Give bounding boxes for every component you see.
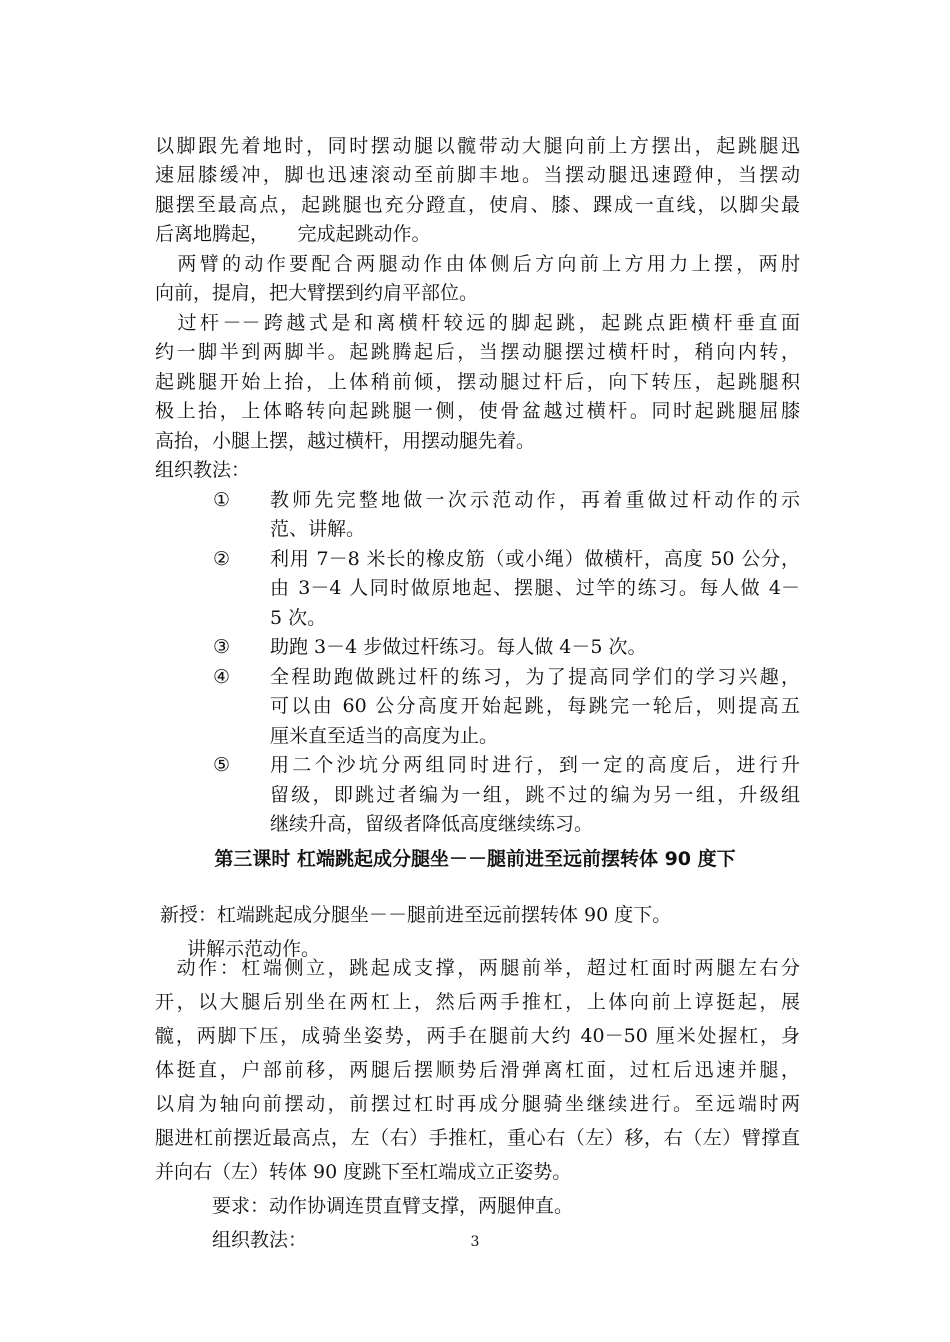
page-number: 3 xyxy=(470,1234,480,1250)
action-line: 动作：杠端侧立，跳起成支撑，两腿前举，超过杠面时两腿左右分 xyxy=(155,957,800,979)
paragraph-line: 约一脚半到两脚半。起跳腾起后，当摆动腿摆过横杆时，稍向内转， xyxy=(155,341,800,363)
organization-label: 组织教法： xyxy=(155,459,251,481)
explain-line: 讲解示范动作。 xyxy=(187,938,321,960)
list-item-line: 继续升高，留级者降低高度继续练习。 xyxy=(270,813,594,835)
paragraph-line: 后离地腾起， 完成起跳动作。 xyxy=(155,223,431,245)
paragraph-line: 两臂的动作要配合两腿动作由体侧后方向前上方用力上摆，两肘 xyxy=(155,253,800,275)
paragraph-line: 速屈膝缓冲，脚也迅速滚动至前脚丰地。当摆动腿迅速蹬伸，当摆动 xyxy=(155,164,800,186)
list-number: ③ xyxy=(213,636,231,658)
list-item-line: 范、讲解。 xyxy=(270,518,366,540)
action-line: 并向右（左）转体 90 度跳下至杠端成立正姿势。 xyxy=(155,1161,572,1183)
list-item-line: 5 次。 xyxy=(270,607,327,629)
new-teach-line: 新授：杠端跳起成分腿坐－－腿前进至远前摆转体 90 度下。 xyxy=(160,904,672,926)
list-item-line: 全程助跑做跳过杆的练习，为了提高同学们的学习兴趣， xyxy=(270,666,800,688)
paragraph-line: 极上抬，上体略转向起跳腿一侧，使骨盆越过横杆。同时起跳腿屈膝 xyxy=(155,400,800,422)
list-item-line: 利用 7－8 米长的橡皮筋（或小绳）做横杆，高度 50 公分， xyxy=(270,548,800,570)
list-number: ④ xyxy=(213,666,231,688)
list-item-line: 留级，即跳过者编为一组，跳不过的编为另一组，升级组 xyxy=(270,784,800,806)
section-heading: 第三课时 杠端跳起成分腿坐－－腿前进至远前摆转体 90 度下 xyxy=(214,848,736,870)
organization-label: 组织教法： xyxy=(212,1229,308,1251)
paragraph-line: 向前，提肩，把大臂摆到约肩平部位。 xyxy=(155,282,479,304)
list-item-line: 用二个沙坑分两组同时进行，到一定的高度后，进行升 xyxy=(270,754,800,776)
action-line: 开，以大腿后别坐在两杠上，然后两手推杠，上体向前上谆挺起，展 xyxy=(155,991,800,1013)
paragraph-line: 过杆－－跨越式是和离横杆较远的脚起跳，起跳点距横杆垂直面 xyxy=(155,312,800,334)
action-line: 以肩为轴向前摆动，前摆过杠时再成分腿骑坐继续进行。至远端时两 xyxy=(155,1093,800,1115)
action-line: 体挺直，户部前移，两腿后摆顺势后滑弹离杠面，过杠后迅速并腿， xyxy=(155,1059,800,1081)
paragraph-line: 腿摆至最高点，起跳腿也充分蹬直，使肩、膝、踝成一直线，以脚尖最 xyxy=(155,194,800,216)
list-item-line: 由 3－4 人同时做原地起、摆腿、过竿的练习。每人做 4－ xyxy=(270,577,800,599)
requirement-line: 要求：动作协调连贯直臂支撑，两腿伸直。 xyxy=(212,1195,574,1217)
paragraph-line: 起跳腿开始上抬，上体稍前倾，摆动腿过杆后，向下转压，起跳腿积 xyxy=(155,371,800,393)
list-number: ② xyxy=(213,548,231,570)
paragraph-line: 以脚跟先着地时，同时摆动腿以髋带动大腿向前上方摆出，起跳腿迅 xyxy=(155,135,800,157)
action-line: 髋，两脚下压，成骑坐姿势，两手在腿前大约 40－50 厘米处握杠，身 xyxy=(155,1025,800,1047)
paragraph-line: 高抬，小腿上摆，越过横杆，用摆动腿先着。 xyxy=(155,430,536,452)
list-item-line: 助跑 3－4 步做过杆练习。每人做 4－5 次。 xyxy=(270,636,647,658)
list-number: ⑤ xyxy=(213,754,231,776)
list-item-line: 厘米直至适当的高度为止。 xyxy=(270,725,499,747)
list-item-line: 可以由 60 公分高度开始起跳，每跳完一轮后，则提高五 xyxy=(270,695,800,717)
list-item-line: 教师先完整地做一次示范动作，再着重做过杆动作的示 xyxy=(270,489,800,511)
list-number: ① xyxy=(213,489,231,511)
action-line: 腿进杠前摆近最高点，左（右）手推杠，重心右（左）移，右（左）臂撑直 xyxy=(155,1127,800,1149)
